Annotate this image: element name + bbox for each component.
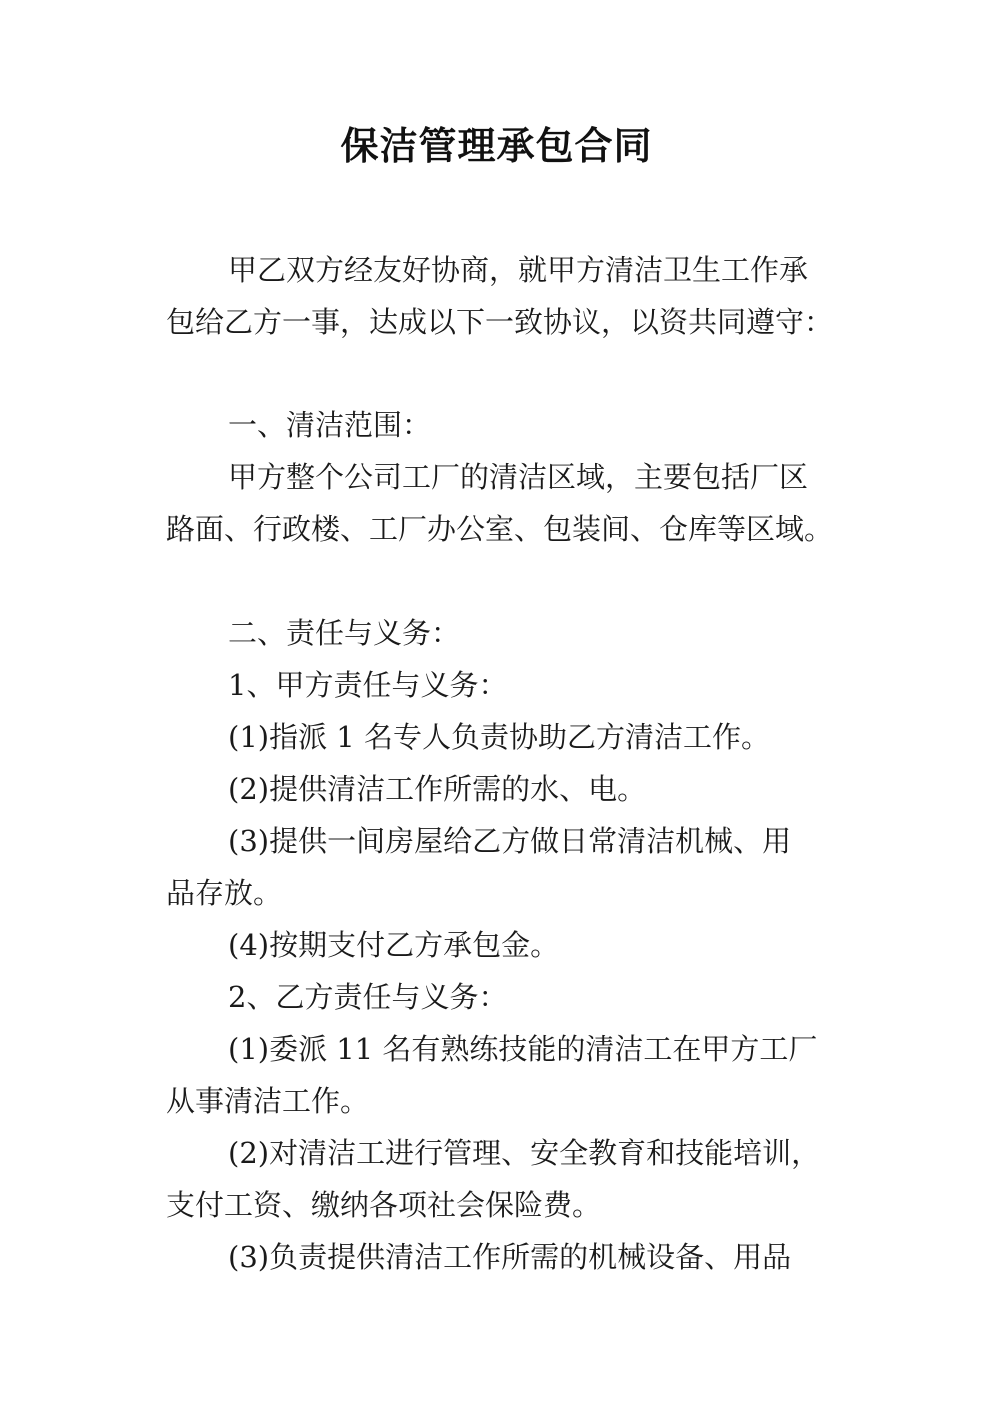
party-b-heading: 2、乙方责任与义务： xyxy=(228,980,508,1014)
party-a-heading: 1、甲方责任与义务： xyxy=(228,668,508,702)
party-a-item-4: (4)按期支付乙方承包金。 xyxy=(228,928,560,962)
party-a-item-3-line-1: (3)提供一间房屋给乙方做日常清洁机械、用 xyxy=(228,824,792,858)
party-b-item-1-line-1: (1)委派 11 名有熟练技能的清洁工在甲方工厂 xyxy=(228,1032,818,1066)
party-a-item-3-line-2: 品存放。 xyxy=(166,876,283,910)
party-a-item-2: (2)提供清洁工作所需的水、电。 xyxy=(228,772,647,806)
party-a-item-1: (1)指派 1 名专人负责协助乙方清洁工作。 xyxy=(228,720,770,754)
party-b-item-2-line-2: 支付工资、缴纳各项社会保险费。 xyxy=(166,1188,602,1222)
party-b-item-2-line-1: (2)对清洁工进行管理、安全教育和技能培训， xyxy=(228,1136,821,1170)
section-2-heading: 二、责任与义务： xyxy=(228,616,461,650)
section-1-heading: 一、清洁范围： xyxy=(228,408,432,442)
document-title: 保洁管理承包合同 xyxy=(340,124,653,168)
intro-line-1: 甲乙双方经友好协商，就甲方清洁卫生工作承 xyxy=(228,253,809,287)
section-1-body-line-2: 路面、行政楼、工厂办公室、包装间、仓库等区域。 xyxy=(166,512,834,546)
party-b-item-1-line-2: 从事清洁工作。 xyxy=(166,1084,370,1118)
party-b-item-3-line-1: (3)负责提供清洁工作所需的机械设备、用品 xyxy=(228,1240,792,1274)
section-1-body-line-1: 甲方整个公司工厂的清洁区域，主要包括厂区 xyxy=(228,460,809,494)
intro-line-2: 包给乙方一事，达成以下一致协议，以资共同遵守： xyxy=(166,305,834,339)
